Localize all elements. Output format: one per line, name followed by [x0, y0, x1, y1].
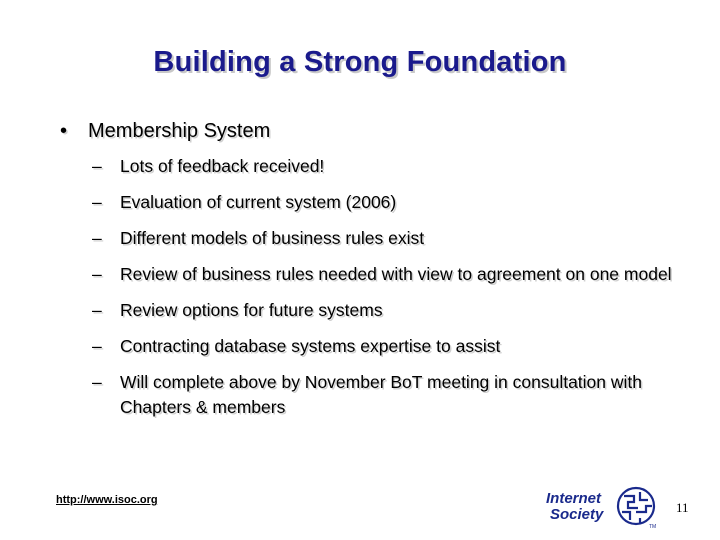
sub-bullet-item [92, 262, 672, 287]
sub-bullet-item [92, 190, 672, 215]
sub-bullet-item [92, 334, 672, 359]
dash-marker: – [92, 372, 102, 392]
dash-marker: – [92, 336, 102, 356]
dash-marker: – [92, 228, 102, 248]
slide-title: Building a Strong Foundation [153, 46, 567, 78]
sub-bullet-text: Review of business rules needed with view to agreement on one model [120, 264, 672, 284]
footer-url-link[interactable]: http://www.isoc.org [56, 494, 158, 506]
sub-bullet-text: Contracting database systems expertise to assist [120, 336, 501, 356]
logo-text-line2: Society [550, 506, 604, 523]
sub-bullet-item [92, 298, 672, 323]
main-bullet [60, 120, 270, 143]
internet-society-logo [544, 484, 670, 530]
dash-marker: – [92, 156, 102, 176]
sub-bullet-text: Different models of business rules exist [120, 228, 425, 248]
main-bullet-text: Membership System [88, 120, 271, 142]
sub-bullet-item [92, 226, 672, 251]
logo-trademark: TM [649, 524, 657, 530]
page-number: 11 [676, 500, 689, 515]
sub-bullet-text: Will complete above by November BoT meeting in consultation with Chapters & members [120, 372, 643, 417]
sub-bullet-item [92, 370, 672, 420]
dash-marker: – [92, 264, 102, 284]
sub-bullet-list [92, 154, 672, 431]
sub-bullet-item [92, 154, 672, 179]
bullet-dot: • [60, 120, 68, 142]
sub-bullet-text: Lots of feedback received! [120, 156, 325, 176]
dash-marker: – [92, 300, 102, 320]
sub-bullet-text: Review options for future systems [120, 300, 383, 320]
logo-text-line1: Internet [546, 490, 602, 507]
globe-icon [618, 488, 654, 524]
dash-marker: – [92, 192, 102, 212]
sub-bullet-text: Evaluation of current system (2006) [120, 192, 397, 212]
